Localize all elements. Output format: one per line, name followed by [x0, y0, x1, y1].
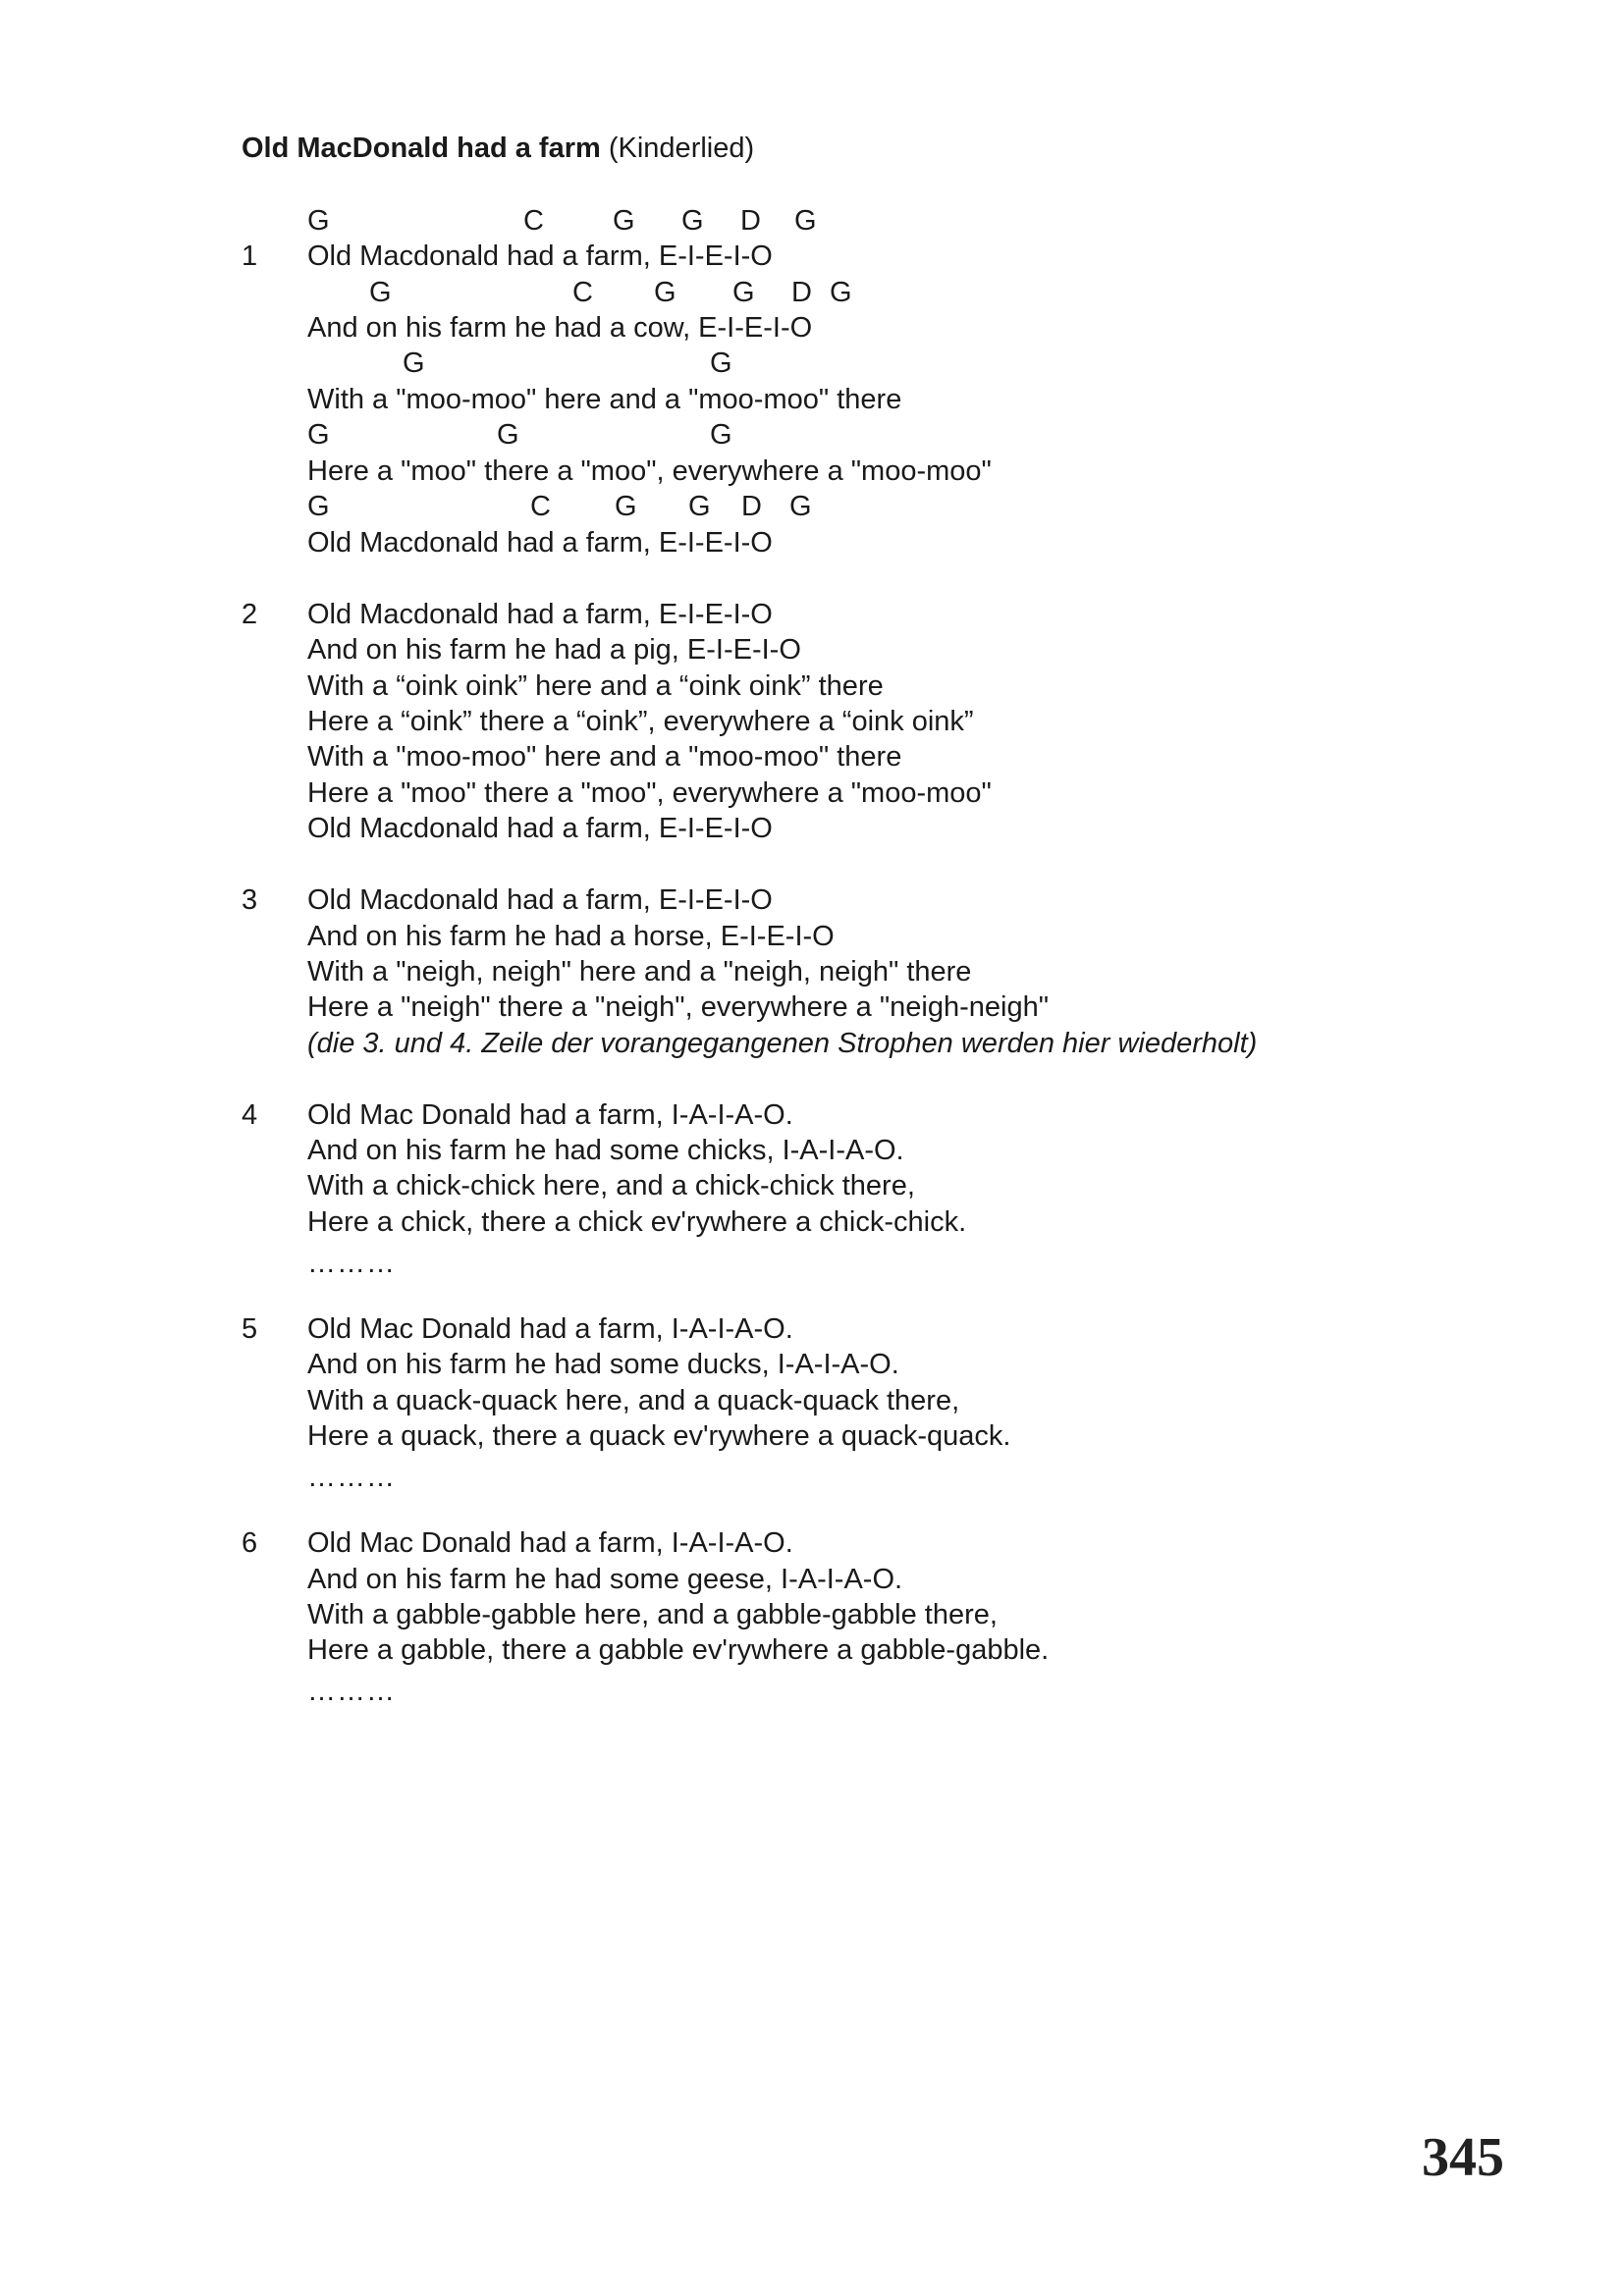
chord: G — [615, 491, 637, 522]
repeat-note: (die 3. und 4. Zeile der vorangegangenen Strophen werden hier wiederholt) — [307, 1028, 1258, 1059]
lyric-line: And on his farm he had some chicks, I-A-I-A-O. — [307, 1135, 904, 1166]
verse-number: 4 — [242, 1099, 258, 1131]
chord: G — [681, 205, 704, 237]
chord: G — [497, 419, 519, 451]
verse-number: 5 — [242, 1313, 258, 1345]
lyric-line: With a "neigh, neigh" here and a "neigh, neigh" there — [307, 956, 972, 988]
lyric-line: With a "moo-moo" here and a "moo-moo" there — [307, 741, 902, 773]
chord: G — [710, 419, 732, 451]
chord: C — [530, 491, 551, 522]
lyric-line: With a “oink oink” here and a “oink oink” there — [307, 670, 884, 702]
lyric-line: And on his farm he had a horse, E-I-E-I-O — [307, 921, 835, 952]
chord: G — [403, 347, 425, 379]
lyric-line: Old Mac Donald had a farm, I-A-I-A-O. — [307, 1099, 793, 1131]
lyric-line: And on his farm he had some geese, I-A-I-A-O. — [307, 1564, 903, 1595]
chord: G — [789, 491, 812, 522]
chord: G — [830, 277, 852, 308]
lyric-line: And on his farm he had a pig, E-I-E-I-O — [307, 634, 801, 666]
lyric-line: Here a "neigh" there a "neigh", everywhere a "neigh-neigh" — [307, 991, 1050, 1023]
lyric-line: Old Macdonald had a farm, E-I-E-I-O — [307, 240, 773, 272]
ellipsis: ……… — [307, 1462, 396, 1493]
chord: G — [307, 205, 330, 237]
chord: C — [523, 205, 544, 237]
song-title: Old MacDonald had a farm — [242, 133, 601, 164]
lyric-line: Old Macdonald had a farm, E-I-E-I-O — [307, 599, 773, 630]
chord: G — [794, 205, 817, 237]
lyric-line: Here a quack, there a quack ev'rywhere a quack-quack. — [307, 1420, 1011, 1452]
lyric-line: With a quack-quack here, and a quack-quack there, — [307, 1385, 960, 1416]
ellipsis: ……… — [307, 1248, 396, 1279]
lyric-line: Here a "moo" there a "moo", everywhere a "moo-moo" — [307, 777, 992, 809]
lyric-line: Here a gabble, there a gabble ev'rywhere a gabble-gabble. — [307, 1634, 1050, 1666]
chord: G — [732, 277, 755, 308]
chord: D — [791, 277, 812, 308]
verse-number: 3 — [242, 884, 258, 916]
lyric-line: With a gabble-gabble here, and a gabble-gabble there, — [307, 1599, 998, 1630]
chord: D — [740, 205, 761, 237]
lyric-line: Old Macdonald had a farm, E-I-E-I-O — [307, 527, 773, 559]
lyric-line: Old Mac Donald had a farm, I-A-I-A-O. — [307, 1313, 793, 1345]
lyric-line: With a "moo-moo" here and a "moo-moo" there — [307, 384, 902, 415]
lyric-line: Old Macdonald had a farm, E-I-E-I-O — [307, 884, 773, 916]
lyric-line: With a chick-chick here, and a chick-chick there, — [307, 1170, 915, 1201]
verse-number: 6 — [242, 1527, 258, 1559]
lyric-line: And on his farm he had a cow, E-I-E-I-O — [307, 312, 813, 344]
page-number: 345 — [1422, 2127, 1504, 2188]
chord: G — [307, 491, 330, 522]
song-subtitle: (Kinderlied) — [608, 133, 755, 164]
chord: D — [741, 491, 762, 522]
chord: G — [654, 277, 676, 308]
lyric-line: Here a "moo" there a "moo", everywhere a "moo-moo" — [307, 455, 992, 487]
song-title-line — [242, 131, 754, 166]
lyric-line: Here a chick, there a chick ev'rywhere a chick-chick. — [307, 1206, 967, 1238]
chord: G — [688, 491, 711, 522]
chord: G — [710, 347, 732, 379]
chord: G — [369, 277, 392, 308]
ellipsis: ……… — [307, 1676, 396, 1707]
verse-number: 2 — [242, 599, 258, 630]
verse-number: 1 — [242, 240, 258, 272]
lyric-line: Old Macdonald had a farm, E-I-E-I-O — [307, 813, 773, 844]
chord: C — [572, 277, 593, 308]
lyric-line: Old Mac Donald had a farm, I-A-I-A-O. — [307, 1527, 793, 1559]
lyric-line: Here a “oink” there a “oink”, everywhere a “oink oink” — [307, 706, 974, 737]
chord: G — [613, 205, 635, 237]
lyric-line: And on his farm he had some ducks, I-A-I-A-O. — [307, 1349, 899, 1380]
chord: G — [307, 419, 330, 451]
